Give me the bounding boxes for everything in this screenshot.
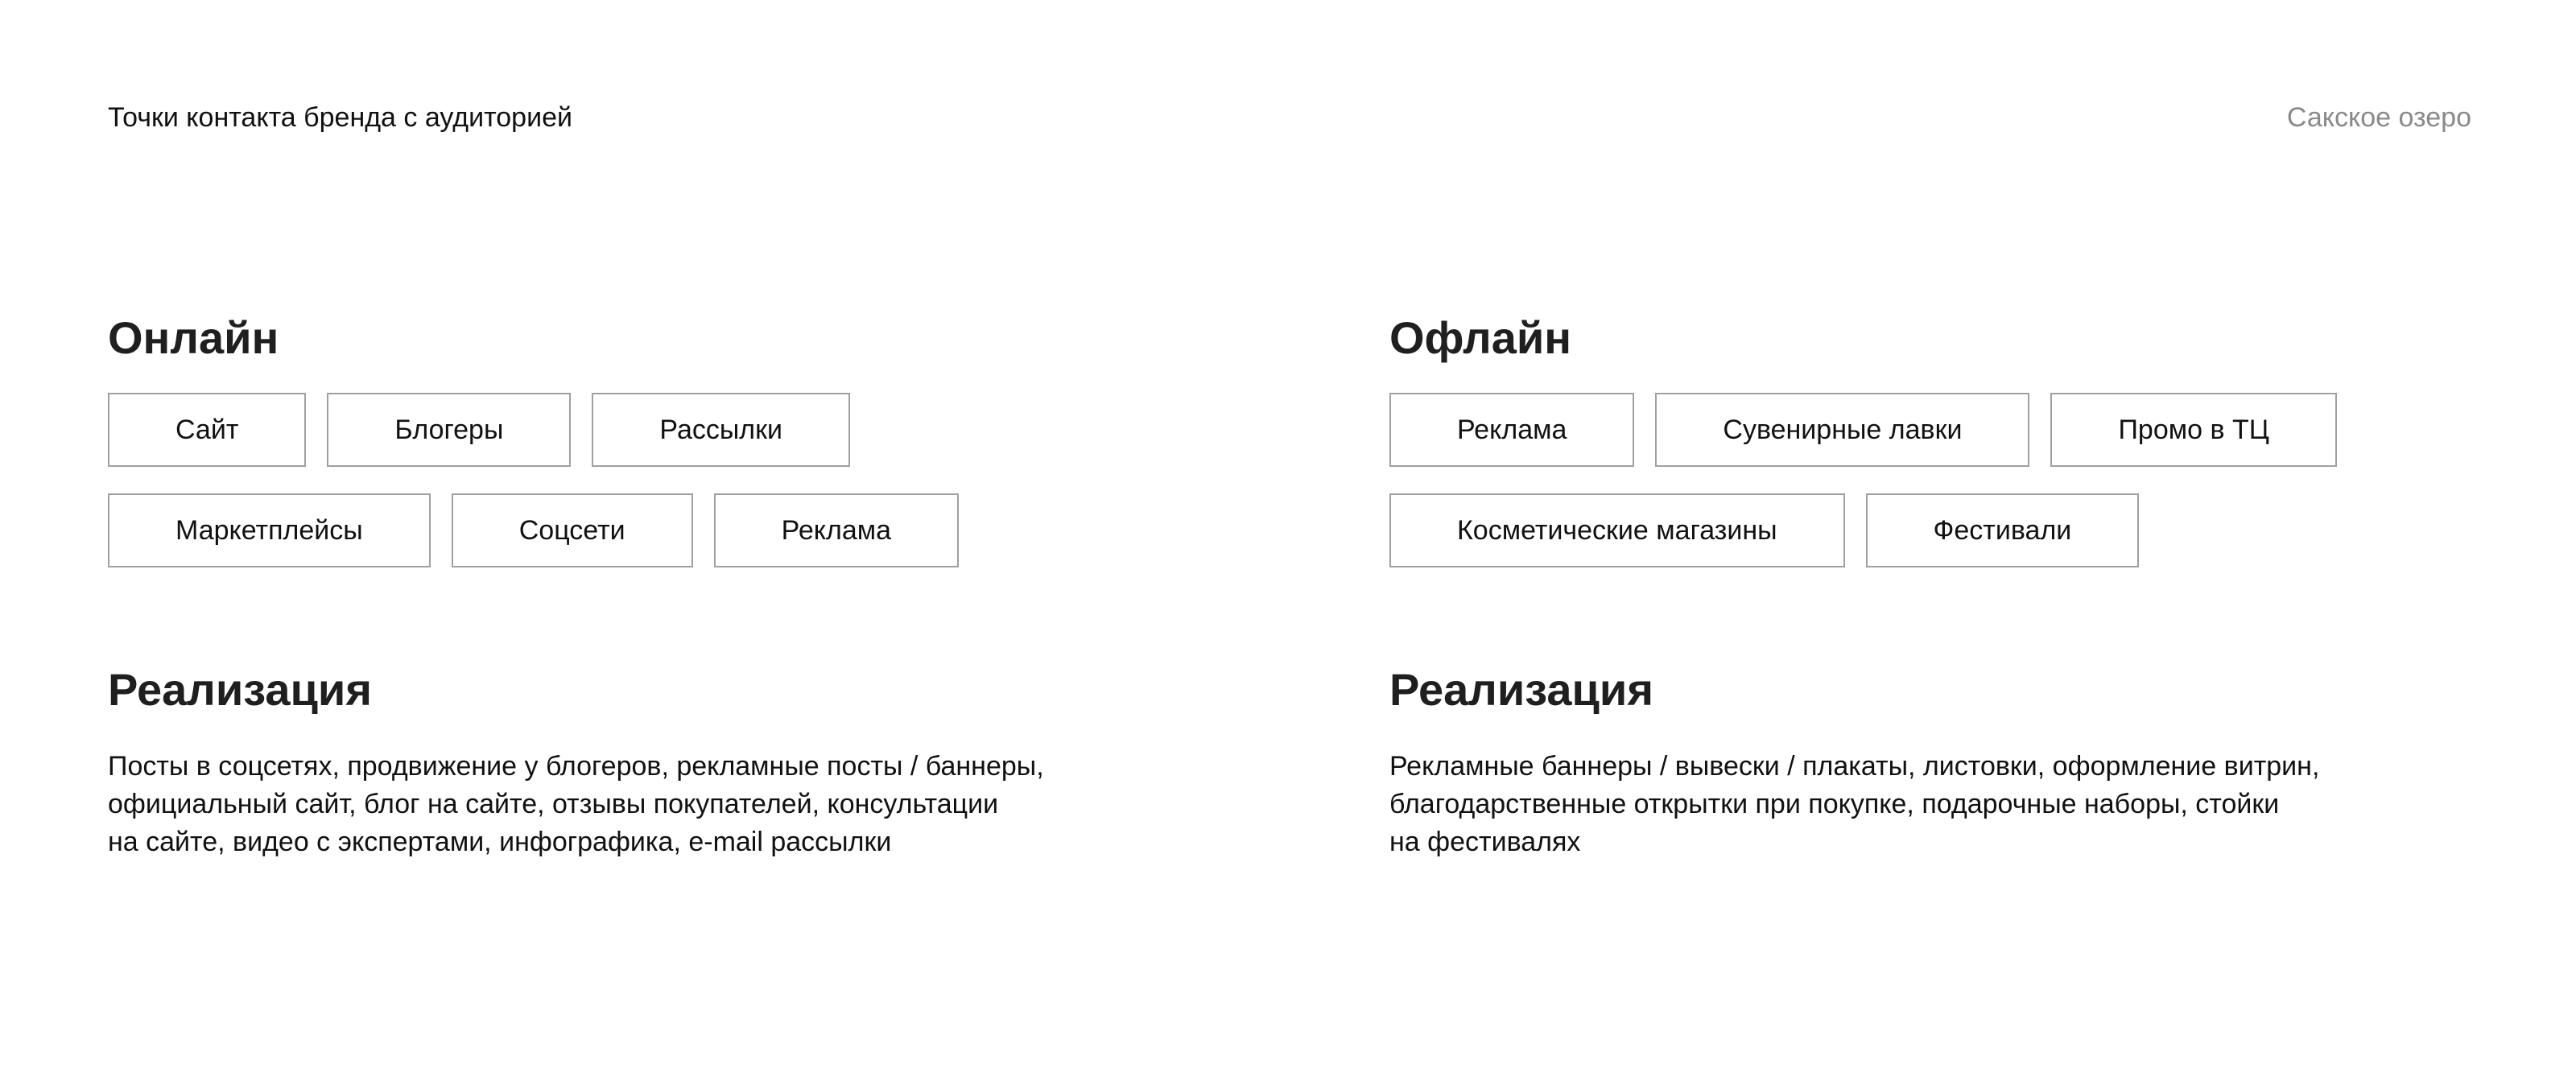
offline-column	[1389, 306, 2436, 861]
offline-realization-line: благодарственные открытки при покупке, подарочные наборы, стойки	[1389, 789, 2280, 819]
chip-site[interactable]: Сайт	[108, 393, 306, 467]
chip-souvenir-shops[interactable]: Сувенирные лавки	[1655, 393, 2029, 467]
offline-realization-text	[1389, 748, 2372, 861]
online-realization-line: на сайте, видео с экспертами, инфографика, e-mail рассылки	[108, 827, 892, 857]
chip-offline-ads[interactable]: Реклама	[1389, 393, 1634, 467]
online-realization-heading: Реализация	[108, 664, 373, 715]
offline-chip-row-2	[1389, 493, 2436, 567]
online-realization-text	[108, 748, 1090, 861]
online-realization-line: официальный сайт, блог на сайте, отзывы покупателей, консультации	[108, 789, 999, 819]
online-chip-row-2	[108, 493, 1154, 567]
online-heading: Онлайн	[108, 312, 279, 363]
chip-mall-promo[interactable]: Промо в ТЦ	[2050, 393, 2336, 467]
chip-mailings[interactable]: Рассылки	[592, 393, 850, 467]
chip-marketplaces[interactable]: Маркетплейсы	[108, 493, 431, 567]
chip-bloggers[interactable]: Блогеры	[327, 393, 571, 467]
chip-cosmetics-stores[interactable]: Косметические магазины	[1389, 493, 1845, 567]
online-realization-line: Посты в соцсетях, продвижение у блогеров, рекламные посты / баннеры,	[108, 751, 1044, 782]
offline-realization-line: Рекламные баннеры / вывески / плакаты, листовки, оформление витрин,	[1389, 751, 2320, 782]
chip-social[interactable]: Соцсети	[452, 493, 693, 567]
online-column	[108, 306, 1154, 861]
page-title: Точки контакта бренда с аудиторией	[108, 102, 572, 133]
offline-chip-row-1	[1389, 393, 2436, 467]
online-chip-row-1	[108, 393, 1154, 467]
offline-realization-heading: Реализация	[1389, 664, 1654, 715]
offline-realization-line: на фестивалях	[1389, 827, 1581, 857]
chip-festivals[interactable]: Фестивали	[1866, 493, 2140, 567]
project-name: Сакское озеро	[2286, 102, 2471, 133]
chip-online-ads[interactable]: Реклама	[714, 493, 959, 567]
offline-heading: Офлайн	[1389, 312, 1572, 363]
